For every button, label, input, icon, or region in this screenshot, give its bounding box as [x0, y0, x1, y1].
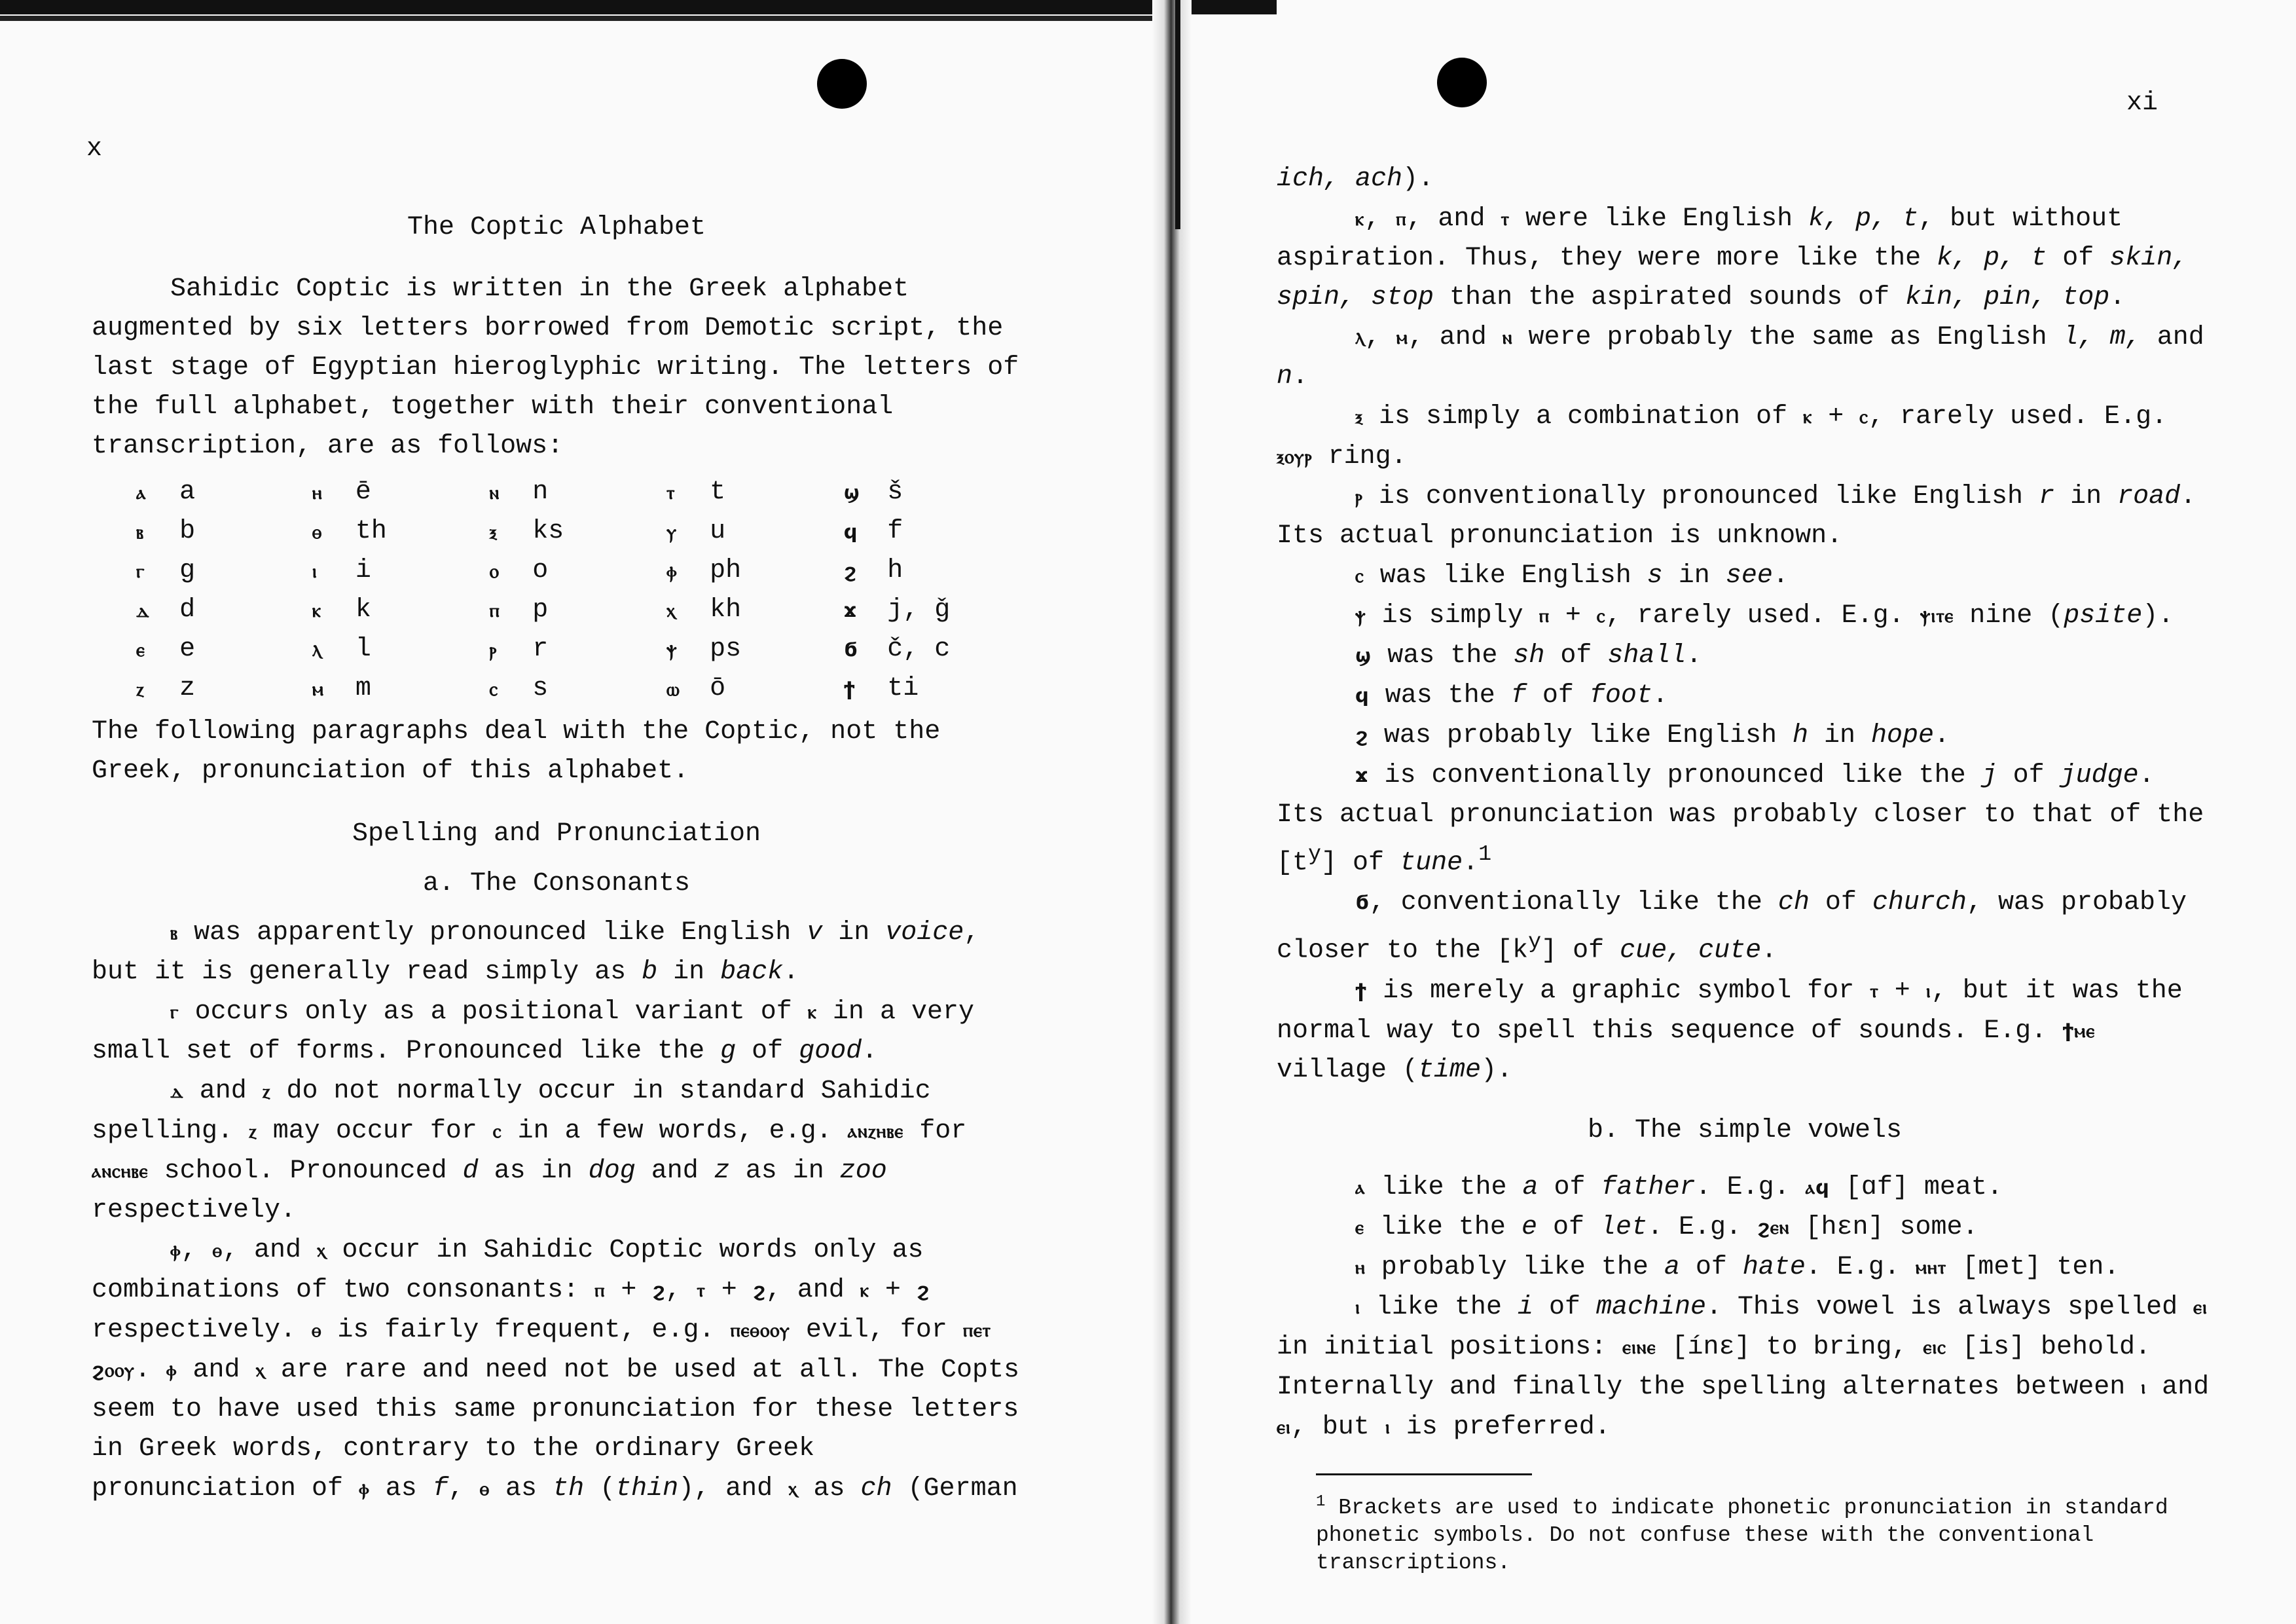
coptic-letter: ⲅ [136, 560, 145, 582]
coptic-letter: ⲁ [136, 481, 147, 504]
coptic-letter: ⲍ [136, 678, 145, 700]
transcription: ō [710, 674, 726, 703]
transcription: u [710, 517, 726, 546]
footnote: $^1$ Brackets are used to indicate phonetic pronunciation in standard phonetic symbols. Do not confuse these with the conventional transcriptions. [1316, 1492, 2168, 1575]
coptic-letter: ⲏ [312, 481, 323, 504]
intro-paragraph: Sahidic Coptic is written in the Greek alphabet augmented by six letters borrowed from Demotic script, the last stage of Egyptian hieroglyphic writing. The letters of the full alphabet, together with their conventional transcription, are as follows: [92, 274, 1019, 461]
transcription: a [179, 477, 196, 507]
vowel-e: ⲉ like the e of let. E.g. ϩⲉⲛ [hɛn] some. [1355, 1212, 1978, 1242]
scan-edge-shadow [0, 0, 1277, 14]
transcription: z [179, 674, 196, 703]
transcription: l [355, 635, 371, 664]
coptic-letter: ⲩ [666, 521, 678, 543]
transcription: ps [710, 635, 742, 664]
paragraph-f: ϥ was the f of foot. [1355, 681, 1668, 710]
vowels-heading: b. The simple vowels [1587, 1115, 1903, 1145]
transcription: s [532, 674, 549, 703]
gutter-shadow [1175, 0, 1180, 229]
alphabet-row [136, 669, 1021, 709]
paragraph-r: ⲣ is conventionally pronounced like English r in road. Its actual pronunciation is unknown. [1277, 482, 2196, 551]
punch-hole-right [1437, 58, 1487, 107]
alphabet-row [136, 473, 1021, 512]
coptic-letter: ⲗ [312, 638, 322, 661]
alphabet-row [136, 630, 1021, 669]
paragraph-j: ϫ is conventionally pronounced like the j of judge. Its actual pronunciation was probably closer to that of the $[t^y]$ of tune.$^1$ [1277, 761, 2204, 878]
vowel-i: ⲓ like the i of machine. This vowel is always spelled ⲉⲓ in initial positions: ⲉⲓⲛⲉ [ínɛ] to bring, ⲉⲓⲥ [is] behold. Internally and finally the spelling alternates between ⲓ and ⲉⲓ, but ⲓ is preferred. [1277, 1292, 2210, 1442]
page-title: The Coptic Alphabet [407, 213, 706, 242]
transcription: ks [532, 517, 564, 546]
right-page [1277, 160, 2213, 1577]
paragraph-kpt: ⲕ, ⲡ, and ⲧ were like English k, p, t, but without aspiration. Thus, they were more like the k, p, t of skin, spin, stop than the aspirated sounds of kin, pin, top. [1277, 204, 2189, 312]
alphabet-row [136, 551, 1021, 591]
book-gutter [1152, 0, 1192, 1624]
transcription: d [179, 595, 196, 625]
coptic-letter: ϩ [843, 560, 857, 582]
transcription: ē [355, 477, 371, 507]
coptic-letter: ⲕ [312, 599, 322, 621]
paragraph-sh: ϣ was the sh of shall. [1355, 641, 1702, 671]
page-number-left: x [86, 134, 103, 164]
vowel-ee: ⲏ probably like the a of hate. E.g. ⲙⲏⲧ [met] ten. [1355, 1252, 2120, 1282]
transcription: g [179, 556, 196, 585]
paragraph-s: ⲥ was like English s in see. [1355, 561, 1789, 591]
transcription: č, c [887, 635, 951, 664]
vowel-a: ⲁ like the a of father. E.g. ⲁϥ [ɑf] meat. [1355, 1172, 2003, 1202]
coptic-letter: ϯ [843, 678, 856, 700]
coptic-letter: ⲭ [666, 599, 676, 621]
coptic-letter: ϣ [843, 481, 861, 504]
transcription: kh [710, 595, 742, 625]
paragraph-ps: ⲯ is simply ⲡ + ⲥ, rarely used. E.g. ⲯⲓⲧⲉ nine (psite). [1355, 601, 2174, 631]
transcription: r [532, 635, 549, 664]
transcription: f [887, 517, 903, 546]
transcription: ti [887, 674, 919, 703]
paragraph-h: ϩ was probably like English h in hope. [1355, 721, 1950, 750]
coptic-letter: ⲯ [666, 638, 678, 661]
coptic-letter: ⲝ [489, 521, 498, 543]
coptic-letter: ⲱ [666, 678, 680, 700]
transcription: b [179, 517, 196, 546]
coptic-letter: ⲙ [312, 678, 325, 700]
coptic-letter: ⲑ [312, 521, 323, 543]
footnote-rule [1316, 1473, 1532, 1475]
page-number-right: xi [2126, 88, 2159, 118]
punch-hole-left [817, 59, 867, 109]
section-heading: Spelling and Pronunciation [352, 819, 761, 849]
paragraph-ph-th-kh: ⲫ, ⲑ, and ⲭ occur in Sahidic Coptic words only as combinations of two consonants: ⲡ + ϩ, ⲧ + ϩ, and ⲕ + ϩ respectively. ⲑ is fairly frequent, e.g. ⲡⲉⲑⲟⲟⲩ evil, for ⲡⲉⲧ ϩⲟⲟⲩ. ⲫ and ⲭ are rare and need not be used at all. The Copts seem to have used this same pronunciation for these letters in Greek words, contrary to the ordinary Greek pronunciation of ⲫ as f, ⲑ as th (thin), and ⲭ as ch (German [92, 1236, 1020, 1504]
coptic-letter: ϥ [843, 521, 858, 543]
coptic-letter: ⲓ [312, 560, 318, 582]
alphabet-row [136, 591, 1021, 630]
paragraph-continued: ich, ach). [1277, 164, 1434, 194]
coptic-letter: ⲉ [136, 638, 145, 661]
scan-edge-shadow-2 [0, 16, 1165, 21]
coptic-letter: ⲃ [136, 521, 145, 543]
coptic-letter: ⲣ [489, 638, 498, 661]
coptic-letter: ϭ [843, 638, 858, 661]
paragraph-c: ϭ, conventionally like the ch of church, was probably closer to the $[k^y]$ of cue, cute. [1277, 888, 2187, 966]
transcription: e [179, 635, 196, 664]
transcription: j, ǧ [887, 595, 951, 625]
transcription: o [532, 556, 549, 585]
coptic-letter: ⲟ [489, 560, 500, 582]
coptic-letter: ⲇ [136, 599, 150, 621]
transcription: t [710, 477, 726, 507]
coptic-letter: ϫ [843, 599, 858, 621]
footnote-marker: 1 [1478, 842, 1492, 867]
paragraph-b: ⲃ was apparently pronounced like English v in voice, but it is generally read simply as b in back. [92, 918, 980, 987]
left-page [92, 208, 1021, 1509]
transcription: š [887, 477, 903, 507]
paragraph-g: ⲅ occurs only as a positional variant of ⲕ in a very small set of forms. Pronounced like the g of good. [92, 997, 974, 1066]
paragraph-ks: ⲝ is simply a combination of ⲕ + ⲥ, rarely used. E.g. ⲝⲟⲩⲣ ring. [1277, 402, 2168, 471]
transcription: k [355, 595, 371, 625]
transcription: h [887, 556, 903, 585]
paragraph-ti: ϯ is merely a graphic symbol for ⲧ + ⲓ, but it was the normal way to spell this sequence of sounds. E.g. ϯⲙⲉ village (time). [1277, 976, 2183, 1085]
paragraph-d-z: ⲇ and ⲍ do not normally occur in standard Sahidic spelling. ⲍ may occur for ⲥ in a few words, e.g. ⲁⲛⲍⲏⲃⲉ for ⲁⲛⲥⲏⲃⲉ school. Pronounced d as in dog and z as in zoo respectively. [92, 1077, 967, 1225]
alphabet-table [136, 473, 1021, 709]
subsection-heading: a. The Consonants [422, 869, 691, 898]
transcription: n [532, 477, 549, 507]
transcription: ph [710, 556, 742, 585]
transcription: m [355, 674, 371, 703]
after-table-paragraph: The following paragraphs deal with the Coptic, not the Greek, pronunciation of this alphabet. [92, 717, 941, 786]
transcription: th [355, 517, 387, 546]
coptic-letter: ⲛ [489, 481, 500, 504]
paragraph-lmn: ⲗ, ⲙ, and ⲛ were probably the same as English l, m, and n. [1277, 323, 2204, 392]
coptic-letter: ⲥ [489, 678, 499, 700]
alphabet-row [136, 512, 1021, 551]
coptic-letter: ⲫ [666, 560, 678, 582]
transcription: p [532, 595, 549, 625]
coptic-letter: ⲡ [489, 599, 500, 621]
coptic-letter: ⲧ [666, 481, 676, 504]
transcription: i [355, 556, 371, 585]
